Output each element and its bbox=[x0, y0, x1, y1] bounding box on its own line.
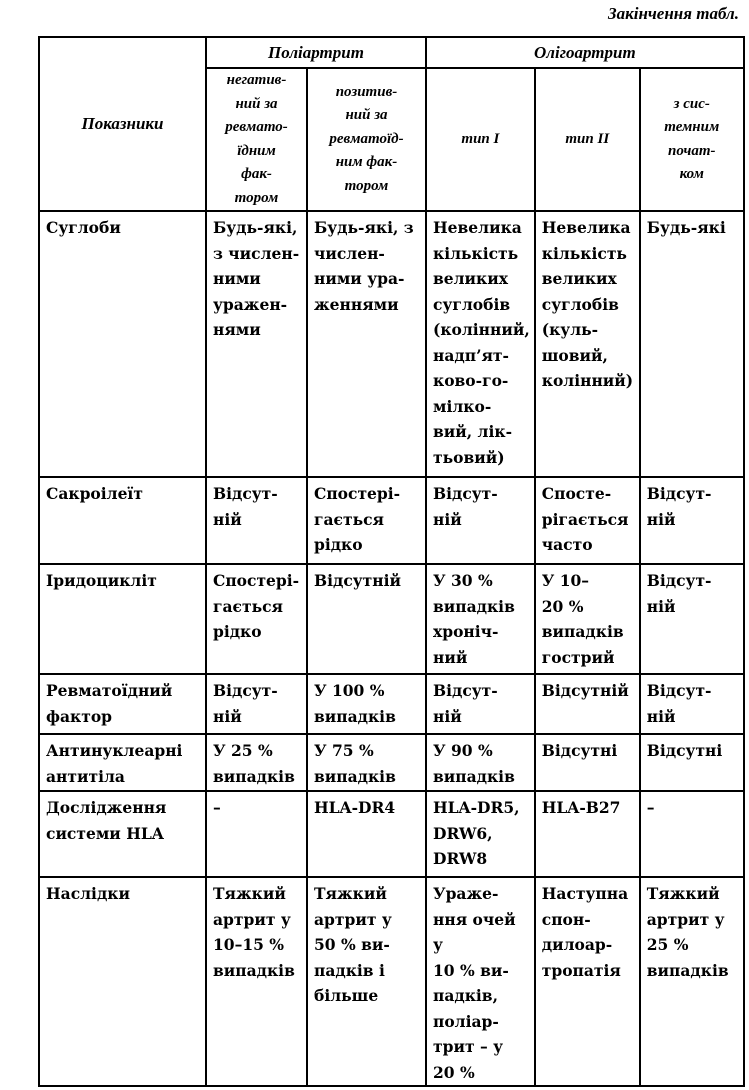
table-cell: У 100 % випадків bbox=[307, 674, 426, 734]
row-label: Антинуклеарні антитіла bbox=[39, 734, 206, 791]
table-cell: HLA-DR4 bbox=[307, 791, 426, 877]
table-cell: У 90 % випадків bbox=[426, 734, 535, 791]
table-cell: HLA-DR5, DRW6, DRW8 bbox=[426, 791, 535, 877]
table-row bbox=[39, 877, 744, 1086]
table-cell: У 75 % випадків bbox=[307, 734, 426, 791]
table-cell: Відсутні bbox=[535, 734, 640, 791]
table-cell: Відсут- ній bbox=[640, 674, 744, 734]
table-cell: Відсут- ній bbox=[206, 674, 307, 734]
table-row bbox=[39, 477, 744, 564]
row-label: Сакроілеїт bbox=[39, 477, 206, 564]
table-row bbox=[39, 791, 744, 877]
table-cell: Відсут- ній bbox=[640, 564, 744, 674]
header-rf-positive: позитив- ний за ревматоїд- ним фак- тором bbox=[307, 68, 426, 211]
header-indicators: Показники bbox=[39, 37, 206, 211]
table-cell: Невелика кількість великих суглобів (куль- шовий, колінний) bbox=[535, 211, 640, 477]
table-cell: Ураже- ння очей у 10 % ви- падків, поліар- трит – у 20 % bbox=[426, 877, 535, 1086]
row-label: Іридоцикліт bbox=[39, 564, 206, 674]
table-cell: Відсут- ній bbox=[206, 477, 307, 564]
row-label: Суглоби bbox=[39, 211, 206, 477]
row-label: Ревматоїдний фактор bbox=[39, 674, 206, 734]
table-cell: Відсутній bbox=[535, 674, 640, 734]
header-polyarthritis: Поліартрит bbox=[206, 37, 426, 68]
table-cell: Будь-які bbox=[640, 211, 744, 477]
header-rf-negative: негатив- ний за ревмато- їдним фак- тором bbox=[206, 68, 307, 211]
table-cell: Відсутні bbox=[640, 734, 744, 791]
table-row bbox=[39, 674, 744, 734]
table-cell: Тяжкий артрит у 10–15 % випадків bbox=[206, 877, 307, 1086]
row-label: Дослідження системи HLA bbox=[39, 791, 206, 877]
table-cell: Спосте- рігається часто bbox=[535, 477, 640, 564]
table-row bbox=[39, 734, 744, 791]
table-cell: Спостері- гається рідко bbox=[206, 564, 307, 674]
table-caption: Закінчення табл. bbox=[607, 4, 739, 23]
table-cell: Відсут- ній bbox=[426, 674, 535, 734]
comparison-table bbox=[38, 36, 745, 1087]
table-cell: Тяжкий артрит у 50 % ви- падків і більше bbox=[307, 877, 426, 1086]
table-cell: Відсутній bbox=[307, 564, 426, 674]
table-cell: HLA-B27 bbox=[535, 791, 640, 877]
table-row bbox=[39, 564, 744, 674]
header-type-1: тип I bbox=[426, 68, 535, 211]
table-cell: У 30 % випадків хроніч- ний bbox=[426, 564, 535, 674]
header-systemic-onset: з сис- темним почат- ком bbox=[640, 68, 744, 211]
header-oligoarthritis: Олігоартрит bbox=[426, 37, 744, 68]
table-cell: – bbox=[206, 791, 307, 877]
table-cell: Будь-які, з числен- ними уражен- нями bbox=[206, 211, 307, 477]
table-row bbox=[39, 211, 744, 477]
table-cell: У 25 % випадків bbox=[206, 734, 307, 791]
header-type-2: тип II bbox=[535, 68, 640, 211]
table-cell: Будь-які, з числен- ними ура- женнями bbox=[307, 211, 426, 477]
table-cell: Тяжкий артрит у 25 % випадків bbox=[640, 877, 744, 1086]
table-cell: Спостері- гається рідко bbox=[307, 477, 426, 564]
table-cell: У 10– 20 % випадків гострий bbox=[535, 564, 640, 674]
table-cell: – bbox=[640, 791, 744, 877]
header-row-groups bbox=[39, 37, 744, 68]
table-cell: Відсут- ній bbox=[426, 477, 535, 564]
table-cell: Невелика кількість великих суглобів (колінний, надп’ят- ково-го- мілко- вий, лік- тьовий) bbox=[426, 211, 535, 477]
row-label: Наслідки bbox=[39, 877, 206, 1086]
table-cell: Наступна спон- дилоар- тропатія bbox=[535, 877, 640, 1086]
table-cell: Відсут- ній bbox=[640, 477, 744, 564]
